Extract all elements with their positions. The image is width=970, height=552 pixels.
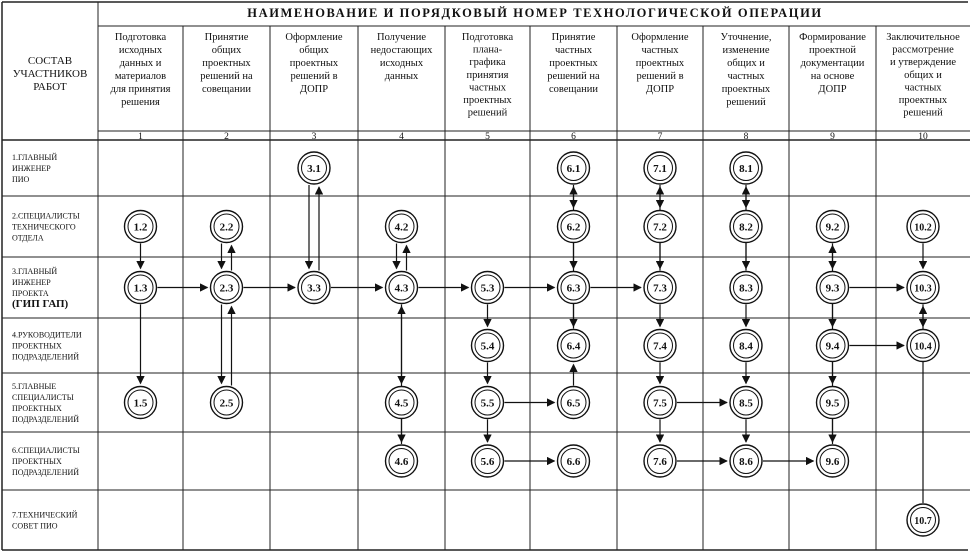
participant-label-line: ИНЖЕНЕР: [12, 278, 51, 287]
operation-title-line: решений: [467, 107, 508, 119]
corner-line-2: УЧАСТНИКОВ: [12, 68, 88, 80]
participant-5: [12, 382, 79, 424]
node-label: 6.5: [566, 397, 581, 410]
participant-label-line: (ГИП ГАП): [12, 298, 69, 310]
operation-title-line: проектных: [635, 58, 685, 69]
operation-node-2-2: [211, 211, 243, 243]
node-label: 5.5: [480, 397, 495, 410]
operation-title-line: Получение: [376, 32, 427, 43]
operation-title-line: решений на: [547, 71, 600, 82]
operation-node-9-5: [817, 387, 849, 419]
operation-title-line: данных и: [119, 58, 162, 69]
operation-node-6-4: [558, 330, 590, 362]
participant-label-line: СОВЕТ ПИО: [12, 521, 58, 531]
node-label: 7.5: [653, 397, 667, 410]
operation-node-1-3: [125, 272, 157, 304]
operation-title-line: и утверждение: [889, 57, 957, 69]
node-label: 8.3: [739, 282, 753, 295]
node-label: 2.5: [219, 397, 234, 410]
operation-node-6-1: [558, 152, 590, 184]
operation-node-7-4: [644, 330, 676, 362]
operation-title-line: проектных: [721, 84, 771, 95]
node-label: 3.1: [307, 163, 321, 175]
node-label: 6.6: [566, 456, 581, 468]
node-label: 8.1: [739, 163, 753, 175]
operation-title-line: ДОПР: [299, 84, 329, 95]
operation-title-line: на основе: [810, 71, 855, 82]
participant-label-line: ПРОЕКТНЫХ: [12, 457, 62, 466]
node-label: 3.3: [307, 282, 321, 295]
participant-4: [12, 331, 82, 362]
participant-label-line: ПОДРАЗДЕЛЕНИЙ: [12, 468, 80, 477]
participant-label-line: ПИО: [12, 175, 30, 184]
operation-title-line: Оформление: [631, 32, 689, 43]
operation-title-line: Принятие: [551, 32, 596, 43]
operation-title-line: Принятие: [204, 32, 249, 43]
node-label: 1.5: [133, 397, 148, 410]
operation-node-1-5: [125, 387, 157, 419]
operation-node-8-2: [730, 211, 762, 243]
node-label: 8.4: [739, 340, 753, 353]
participant-label-line: ПОДРАЗДЕЛЕНИЙ: [12, 352, 80, 362]
participant-label-line: ИНЖЕНЕР: [12, 164, 51, 173]
operation-title-line: частных: [468, 82, 507, 94]
participant-label-line: ПРОЕКТА: [12, 289, 49, 298]
participant-label-line: 1.ГЛАВНЫЙ: [12, 153, 58, 162]
node-label: 7.1: [653, 163, 667, 175]
operation-title-line: недостающих: [370, 45, 433, 56]
participant-label-line: 7.ТЕХНИЧЕСКИЙ: [12, 510, 78, 520]
operation-title-line: Подготовка: [461, 32, 514, 43]
operation-node-5-5: [472, 387, 504, 419]
node-label: 5.4: [480, 340, 495, 353]
node-label: 1.3: [133, 282, 148, 295]
participant-labels: [12, 153, 82, 531]
operation-node-7-6: [644, 445, 676, 477]
participant-label-line: 3.ГЛАВНЫЙ: [12, 267, 58, 276]
node-label: 2.3: [219, 282, 234, 295]
operation-title-line: проектных: [202, 58, 251, 69]
operation-node-6-5: [558, 387, 590, 419]
operation-node-9-2: [817, 211, 849, 243]
participant-label-line: 6.СПЕЦИАЛИСТЫ: [12, 446, 80, 455]
corner-line-3: РАБОТ: [33, 81, 67, 93]
operation-title-line: документации: [800, 58, 865, 69]
operation-title-line: решений в: [636, 71, 684, 82]
operation-number: 8: [743, 132, 749, 142]
node-label: 10.3: [914, 283, 932, 295]
operation-title-line: совещании: [201, 84, 252, 95]
participant-2: [12, 212, 80, 243]
participant-6: [12, 446, 80, 477]
operation-node-4-5: [386, 387, 418, 419]
operation-title-line: ДОПР: [818, 84, 847, 95]
node-label: 9.3: [825, 282, 840, 295]
operation-title-line: общих и: [727, 58, 765, 69]
operation-node-8-3: [730, 272, 762, 304]
operation-title-line: частных: [904, 82, 942, 94]
operation-title-line: проектных: [898, 95, 948, 106]
node-label: 10.7: [914, 516, 932, 527]
operation-title-line: для принятия: [110, 84, 171, 95]
participant-label-line: ПРОЕКТНЫХ: [12, 404, 62, 413]
operation-node-1-2: [125, 211, 157, 243]
operation-node-7-2: [644, 211, 676, 243]
operation-node-6-6: [558, 445, 590, 477]
header-title: НАИМЕНОВАНИЕ И ПОРЯДКОВЫЙ НОМЕР ТЕХНОЛОГИЧЕСКОЙ ОПЕРАЦИИ: [247, 6, 823, 20]
participant-label-line: ОТДЕЛА: [12, 233, 44, 243]
operation-number: 1: [138, 132, 143, 142]
node-label: 4.6: [394, 456, 409, 468]
operation-title-line: решения: [121, 97, 160, 108]
operation-node-10-4: [907, 330, 939, 362]
operation-title-line: общих и: [904, 69, 942, 81]
operation-number: 10: [918, 132, 928, 142]
operation-node-8-6: [730, 445, 762, 477]
operation-node-5-6: [472, 445, 504, 477]
operation-node-7-5: [644, 387, 676, 419]
participant-7: [12, 511, 78, 531]
operation-header-7: [631, 32, 689, 142]
participant-label-line: 2.СПЕЦИАЛИСТЫ: [12, 211, 80, 221]
operation-number: 5: [485, 132, 490, 142]
operation-node-6-3: [558, 272, 590, 304]
participant-label-line: ТЕХНИЧЕСКОГО: [12, 222, 76, 232]
operation-node-4-2: [386, 211, 418, 243]
operation-header-1: [110, 32, 170, 142]
operation-header-10: [886, 32, 960, 142]
node-label: 8.2: [739, 221, 753, 234]
corner-line-1: СОСТАВ: [27, 55, 73, 67]
operation-number: 7: [657, 132, 663, 142]
node-label: 10.2: [914, 222, 932, 234]
operation-title-line: ДОПР: [645, 84, 675, 95]
operation-title-line: общих: [211, 45, 242, 56]
node-label: 6.1: [566, 163, 581, 175]
operation-nodes: [125, 152, 940, 536]
operation-title-line: проектных: [289, 58, 339, 69]
operation-header-9: [799, 32, 866, 142]
flow-arrows: [141, 185, 924, 503]
operation-node-10-2: [907, 211, 939, 243]
operation-title-line: частных: [727, 71, 765, 82]
operation-number: 9: [830, 132, 835, 142]
operation-node-3-3: [298, 272, 330, 304]
operation-header-8: [721, 32, 772, 142]
node-label: 8.6: [739, 456, 753, 468]
operation-node-10-3: [907, 272, 939, 304]
operation-header-3: [285, 32, 343, 142]
operation-node-8-4: [730, 330, 762, 362]
operation-node-9-3: [817, 272, 849, 304]
node-label: 4.2: [394, 221, 409, 234]
operation-node-10-7: [907, 504, 939, 536]
node-label: 10.4: [914, 341, 932, 353]
node-label: 9.4: [825, 340, 840, 353]
operation-title-line: плана-: [472, 44, 503, 56]
node-label: 7.6: [653, 456, 667, 468]
operation-title-line: решений: [726, 97, 766, 108]
operation-node-4-6: [386, 445, 418, 477]
participant-label-line: ПОДРАЗДЕЛЕНИЙ: [12, 415, 80, 424]
operation-title-line: данных: [384, 71, 419, 82]
operation-node-4-3: [386, 272, 418, 304]
participant-label-line: 5.ГЛАВНЫЕ: [12, 382, 57, 391]
operation-title-line: Уточнение,: [720, 32, 772, 43]
node-label: 8.5: [739, 397, 753, 410]
participant-3: [12, 267, 69, 310]
operation-node-8-1: [730, 152, 762, 184]
node-label: 2.2: [219, 221, 234, 234]
node-label: 9.5: [825, 397, 840, 410]
node-label: 4.3: [394, 282, 409, 295]
operation-title-line: решений в: [290, 71, 338, 82]
participant-1: [12, 153, 57, 184]
operation-node-2-5: [211, 387, 243, 419]
operation-title-line: совещании: [548, 84, 599, 95]
operation-title-line: проектной: [809, 45, 856, 56]
operation-header-6: [547, 32, 600, 142]
operation-number: 6: [571, 132, 576, 142]
operation-title-line: Подготовка: [114, 32, 167, 43]
operation-title-line: решений: [903, 107, 943, 119]
operation-title-line: принятия: [466, 69, 509, 81]
operation-title-line: решений на: [200, 71, 253, 82]
operation-title-line: проектных: [463, 95, 512, 106]
operation-title-line: проектных: [549, 58, 598, 69]
operation-title-line: Оформление: [285, 32, 343, 43]
operation-title-line: общих: [299, 45, 329, 56]
node-label: 1.2: [133, 221, 148, 234]
node-label: 9.6: [825, 456, 840, 468]
operation-node-6-2: [558, 211, 590, 243]
operation-title-line: исходных: [118, 45, 163, 56]
operation-title-line: Формирование: [799, 32, 866, 43]
operation-node-5-3: [472, 272, 504, 304]
operation-node-7-1: [644, 152, 676, 184]
operation-header-2: [200, 32, 253, 142]
operation-node-3-1: [298, 152, 330, 184]
operation-title-line: частных: [641, 45, 679, 56]
operation-node-9-6: [817, 445, 849, 477]
participant-label-line: ПРОЕКТНЫХ: [12, 341, 62, 351]
operation-title-line: частных: [554, 45, 593, 56]
node-label: 5.3: [480, 282, 495, 295]
operation-title-line: материалов: [114, 71, 167, 82]
node-label: 9.2: [825, 221, 840, 234]
operation-node-5-4: [472, 330, 504, 362]
node-label: 6.2: [566, 221, 581, 234]
participant-label-line: СПЕЦИАЛИСТЫ: [12, 393, 74, 402]
operation-node-7-3: [644, 272, 676, 304]
node-label: 7.3: [653, 282, 667, 295]
operation-headers: [110, 32, 960, 142]
node-label: 6.3: [566, 282, 581, 295]
operation-title-line: изменение: [722, 45, 770, 56]
operation-node-2-3: [211, 272, 243, 304]
node-label: 7.4: [653, 340, 667, 353]
operation-number: 3: [311, 132, 317, 142]
node-label: 4.5: [394, 397, 409, 410]
operation-node-8-5: [730, 387, 762, 419]
operation-node-9-4: [817, 330, 849, 362]
operation-title-line: Заключительное: [886, 32, 960, 43]
operation-title-line: рассмотрение: [892, 44, 954, 56]
operation-number: 2: [224, 132, 229, 142]
operation-header-4: [371, 32, 434, 142]
operation-header-5: [462, 32, 514, 142]
operation-number: 4: [399, 132, 404, 142]
operation-title-line: графика: [469, 57, 506, 69]
node-label: 6.4: [566, 340, 581, 353]
participant-label-line: 4.РУКОВОДИТЕЛИ: [12, 330, 82, 340]
node-label: 5.6: [480, 456, 495, 468]
node-label: 7.2: [653, 221, 667, 234]
operation-title-line: исходных: [379, 58, 424, 69]
